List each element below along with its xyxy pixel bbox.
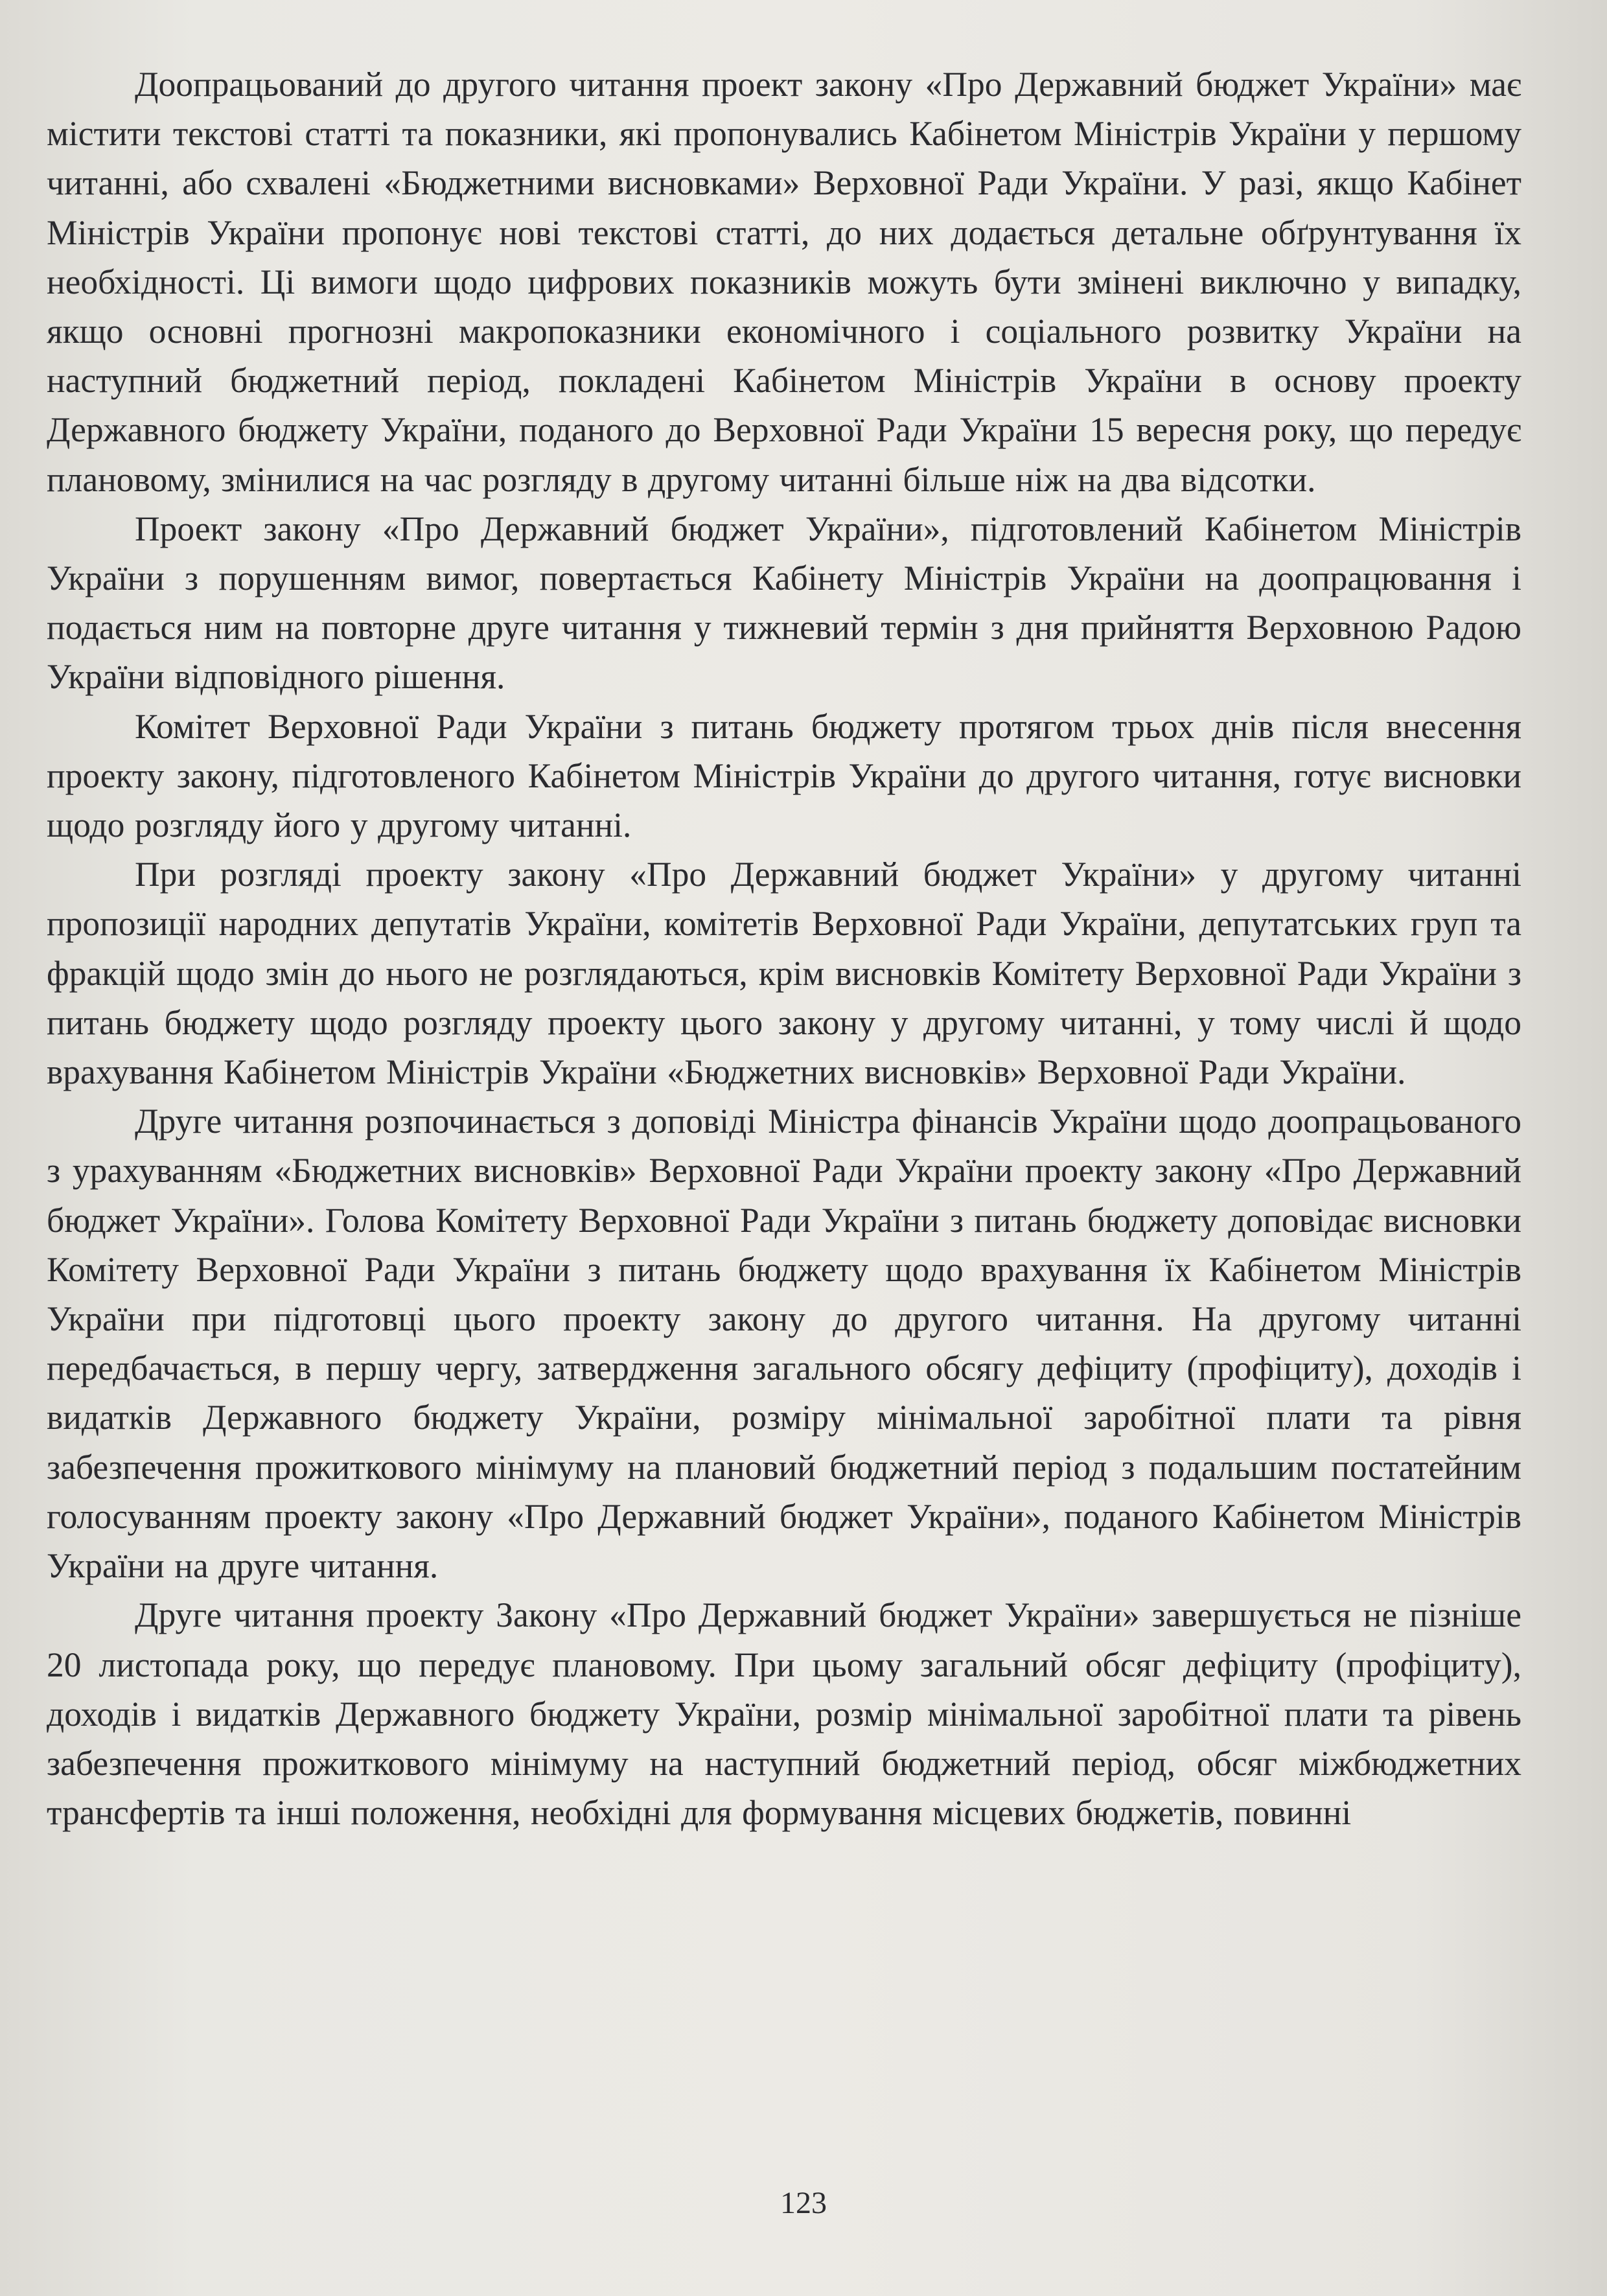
paragraph-3: Комітет Верховної Ради України з питань бюджету протягом трьох днів після внесення проекту закону, підготовленого Кабінетом Міністрів України до другого читання, готує висновки щодо розгляду його у другому читанні. xyxy=(47,706,1521,845)
body-text xyxy=(47,60,1521,1837)
paragraph-6: Друге читання проекту Закону «Про Державний бюджет України» завершується не пізніше 20 листопада року, що передує плановому. При цьому загальний обсяг дефіциту (профіциту), доходів і видатків Державного бюджету України, розмір мінімальної заробітної плати та рівень забезпечення прожиткового мінімуму на наступний бюджетний період, обсяг міжбюджетних трансфертів та інші положення, необхідні для формування місцевих бюджетів, повинні xyxy=(47,1595,1521,1833)
paragraph-4: При розгляді проекту закону «Про Державний бюджет України» у другому читанні пропозиції народних депутатів України, комітетів Верховної Ради України, депутатських груп та фракцій щодо змін до нього не розглядаються, крім висновків Комітету Верховної Ради України з питань бюджету щодо розгляду проекту цього закону у другому читанні, у тому числі й щодо врахування Кабінетом Міністрів України «Бюджетних висновків» Верховної Ради України. xyxy=(47,855,1521,1092)
paragraph-5: Друге читання розпочинається з доповіді Міністра фінансів України щодо доопрацьованого з урахуванням «Бюджетних висновків» Верховної Ради України проекту закону «Про Державний бюджет України». Голова Комітету Верховної Ради України з питань бюджету доповідає висновки Комітету Верховної Ради України з питань бюджету щодо врахування їх Кабінетом Міністрів України при підготовці цього проекту закону до другого читання. На другому читанні передбачається, в першу чергу, затвердження загального обсягу дефіциту (профіциту), доходів і видатків Державного бюджету України, розміру мінімальної заробітної плати та рівня забезпечення прожиткового мінімуму на плановий бюджетний період з подальшим постатейним голосуванням проекту закону «Про Державний бюджет України», поданого Кабінетом Міністрів України на друге читання. xyxy=(47,1102,1521,1586)
paragraph-1: Доопрацьований до другого читання проект закону «Про Державний бюджет України» має містити текстові статті та показники, які пропонувались Кабінетом Міністрів України у першому читанні, або схвалені «Бюджетними висновками» Верховної Ради України. У разі, якщо Кабінет Міністрів України пропонує нові текстові статті, до них додається детальне обґрунтування їх необхідності. Ці вимоги щодо цифрових показників можуть бути змінені виключно у випадку, якщо основні прогнозні макропоказники економічного і соціального розвитку України на наступний бюджетний період, покладені Кабінетом Міністрів України в основу проекту Державного бюджету України, поданого до Верховної Ради України 15 вересня року, що передує плановому, змінилися на час розгляду в другому читанні більше ніж на два відсотки. xyxy=(47,65,1521,499)
page-number: 123 xyxy=(780,2186,827,2220)
paragraph-2: Проект закону «Про Державний бюджет України», підготовлений Кабінетом Міністрів України з порушенням вимог, повертається Кабінету Міністрів України на доопрацювання і подається ним на повторне друге читання у тижневий термін з дня прийняття Верховною Радою України відповідного рішення. xyxy=(47,509,1521,697)
